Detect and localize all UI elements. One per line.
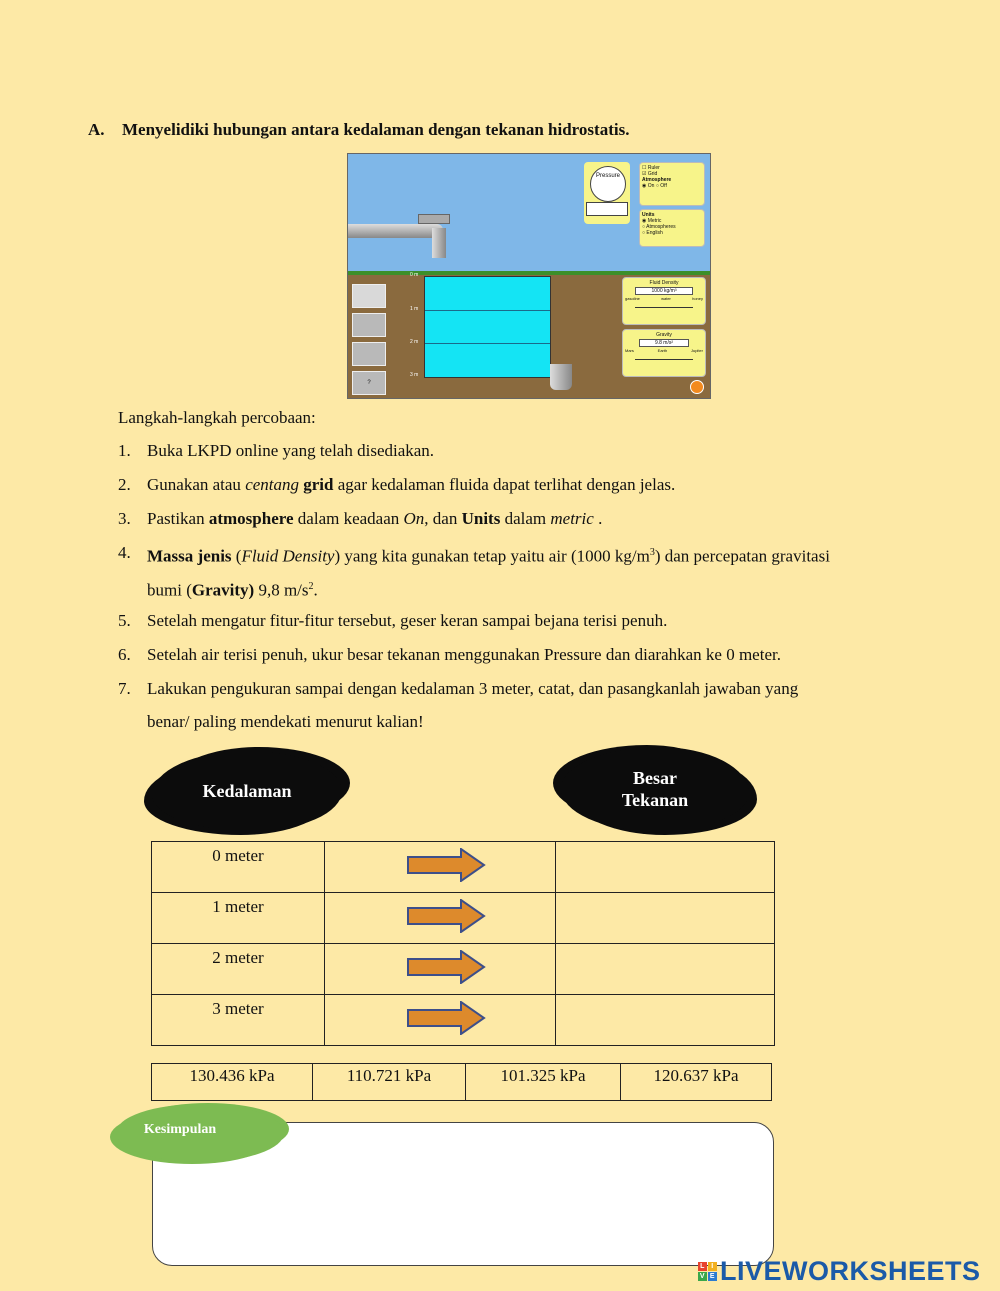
step-text: Setelah mengatur fitur-fitur tersebut, geser keran sampai bejana terisi penuh. bbox=[147, 611, 668, 630]
answer-option[interactable]: 120.637 kPa bbox=[621, 1064, 772, 1101]
answer-drop-zone[interactable] bbox=[556, 842, 775, 893]
water-pool bbox=[424, 276, 551, 378]
fluid-scale-left: gasoline bbox=[625, 296, 640, 301]
kesimpulan-label: Kesimpulan bbox=[143, 1122, 217, 1137]
faucet-valve-slider[interactable] bbox=[418, 214, 450, 224]
arrow-cell bbox=[325, 995, 556, 1046]
arrow-cell bbox=[325, 842, 556, 893]
step-number: 5. bbox=[118, 611, 131, 630]
step-text: Massa jenis (Fluid Density) yang kita gunakan tetap yaitu air (1000 $kg/m^3$) dan percepatan gravitasi bbox=[147, 546, 830, 566]
liveworksheets-brand bbox=[698, 1255, 981, 1287]
fluid-scale-right: honey bbox=[692, 296, 703, 301]
faucet-spout bbox=[432, 228, 446, 258]
kedalaman-cloud bbox=[152, 751, 342, 831]
section-letter: A. bbox=[88, 120, 105, 139]
ruler-checkbox-row[interactable]: ☐ Ruler bbox=[642, 165, 660, 171]
gravity-label: Gravity bbox=[656, 332, 672, 338]
fluid-density-slider[interactable] bbox=[635, 301, 693, 308]
drain-faucet[interactable] bbox=[550, 364, 572, 390]
unit-atmospheres-radio[interactable]: ○ Atmospheres bbox=[642, 224, 676, 230]
step-text: Pastikan atmosphere dalam keadaan On, dan Units dalam metric . bbox=[147, 509, 603, 528]
section-title: Menyelidiki hubungan antara kedalaman dengan tekanan hidrostatis. bbox=[122, 120, 630, 139]
pressure-gauge[interactable] bbox=[584, 162, 630, 224]
arrow-cell bbox=[325, 944, 556, 995]
gravity-scale-right: Jupiter bbox=[690, 348, 703, 353]
gravity-panel bbox=[622, 329, 706, 377]
depth-label: 3 m bbox=[410, 372, 419, 378]
answer-option[interactable]: 130.436 kPa bbox=[152, 1064, 313, 1101]
table-row bbox=[152, 893, 775, 944]
section-heading bbox=[88, 120, 629, 140]
scene-tool-3[interactable] bbox=[352, 342, 386, 366]
table-row bbox=[152, 995, 775, 1046]
units-label: Units bbox=[642, 212, 655, 218]
table-row bbox=[152, 1064, 772, 1101]
step-number: 2. bbox=[118, 475, 131, 494]
unit-english-radio[interactable]: ○ English bbox=[642, 230, 663, 236]
scene-tool-1[interactable] bbox=[352, 284, 386, 308]
depth-label: 1 m bbox=[410, 306, 419, 312]
table-row bbox=[152, 842, 775, 893]
reset-icon[interactable] bbox=[690, 380, 704, 394]
fluid-density-label: Fluid Density bbox=[649, 280, 679, 286]
right-arrow-icon bbox=[406, 1001, 486, 1035]
matching-table bbox=[151, 841, 775, 1046]
grid-line bbox=[425, 343, 550, 344]
depth-cell: 2 meter bbox=[152, 944, 325, 995]
options-panel bbox=[639, 162, 705, 206]
answer-option[interactable]: 101.325 kPa bbox=[466, 1064, 621, 1101]
ruler-label: Ruler bbox=[647, 165, 660, 171]
answer-option[interactable]: 110.721 kPa bbox=[313, 1064, 466, 1101]
step-number: 1. bbox=[118, 441, 131, 460]
depth-cell: 1 meter bbox=[152, 893, 325, 944]
faucet-pipe bbox=[348, 224, 443, 238]
fluid-density-panel bbox=[622, 277, 706, 325]
unit-metric-label: Metric bbox=[647, 218, 662, 224]
besar-tekanan-cloud bbox=[561, 747, 749, 831]
besar-label: Besar bbox=[633, 768, 677, 788]
gravity-slider[interactable] bbox=[635, 353, 693, 360]
scene-tool-help[interactable]: ? bbox=[352, 371, 386, 395]
unit-metric-radio[interactable]: ◉ Metric bbox=[642, 218, 662, 224]
answer-drop-zone[interactable] bbox=[556, 893, 775, 944]
pressure-readout bbox=[586, 202, 628, 216]
gravity-scale-mid: Earth bbox=[657, 348, 668, 353]
step-text: bumi (Gravity) 9,8 $m/s^2$. bbox=[147, 580, 318, 600]
right-arrow-icon bbox=[406, 899, 486, 933]
liveworksheets-logo-icon: L I V E bbox=[699, 1262, 716, 1280]
depth-label: 2 m bbox=[410, 339, 419, 345]
kesimpulan-cloud bbox=[116, 1104, 284, 1162]
units-panel bbox=[639, 209, 705, 247]
grid-label: Grid bbox=[647, 171, 658, 177]
step-text: Lakukan pengukuran sampai dengan kedalaman 3 meter, catat, dan pasangkanlah jawaban yang bbox=[147, 679, 799, 698]
answer-options-table bbox=[151, 1063, 772, 1101]
atmosphere-off: Off bbox=[660, 183, 667, 189]
answer-drop-zone[interactable] bbox=[556, 995, 775, 1046]
atmosphere-label: Atmosphere bbox=[642, 177, 672, 183]
gravity-scale-left: Mars bbox=[625, 348, 634, 353]
step-number: 3. bbox=[118, 509, 131, 528]
depth-cell: 3 meter bbox=[152, 995, 325, 1046]
right-arrow-icon bbox=[406, 950, 486, 984]
step-text: Gunakan atau centang grid agar kedalaman fluida dapat terlihat dengan jelas. bbox=[147, 475, 676, 494]
step-text: benar/ paling mendekati menurut kalian! bbox=[147, 712, 424, 731]
unit-atmospheres-label: Atmospheres bbox=[646, 224, 676, 230]
step-text: Buka LKPD online yang telah disediakan. bbox=[147, 441, 435, 460]
steps-title: Langkah-langkah percobaan: bbox=[118, 408, 316, 427]
atmosphere-on: On bbox=[647, 183, 655, 189]
step-number: 7. bbox=[118, 679, 131, 698]
brand-name: LIVEWORKSHEETS bbox=[720, 1255, 981, 1286]
step-number: 6. bbox=[118, 645, 131, 664]
fluid-scale-mid: water bbox=[661, 296, 671, 301]
tekanan-label: Tekanan bbox=[621, 790, 689, 810]
gravity-value[interactable]: 9.8 m/s² bbox=[639, 339, 689, 347]
table-row bbox=[152, 944, 775, 995]
grid-line bbox=[425, 310, 550, 311]
pressure-dial: Pressure bbox=[590, 166, 626, 202]
step-text: Setelah air terisi penuh, ukur besar tekanan menggunakan Pressure dan diarahkan ke 0 meter. bbox=[147, 645, 781, 664]
step-number: 4. bbox=[118, 543, 131, 562]
right-arrow-icon bbox=[406, 848, 486, 882]
grid-checkbox-row[interactable]: ☑ Grid bbox=[642, 171, 658, 177]
arrow-cell bbox=[325, 893, 556, 944]
depth-cell: 0 meter bbox=[152, 842, 325, 893]
depth-label: 0 m bbox=[410, 272, 419, 278]
simulation-screenshot bbox=[347, 153, 711, 399]
fluid-density-value[interactable]: 1000 kg/m³ bbox=[635, 287, 693, 295]
scene-tool-2[interactable] bbox=[352, 313, 386, 337]
kedalaman-label: Kedalaman bbox=[202, 781, 292, 801]
unit-english-label: English bbox=[646, 230, 663, 236]
atmosphere-radio-row[interactable]: ◉ On ○ Off bbox=[642, 183, 667, 189]
answer-drop-zone[interactable] bbox=[556, 944, 775, 995]
grass-line bbox=[348, 271, 710, 275]
